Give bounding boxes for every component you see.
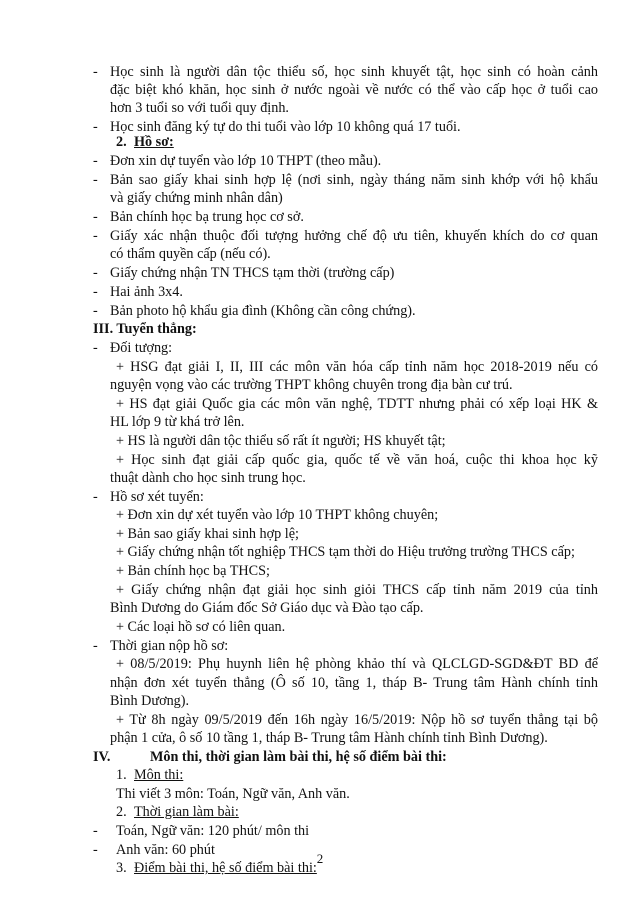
text-line: Hồ sơ xét tuyển: [110, 489, 204, 505]
bullet-dash: - [93, 209, 98, 225]
bullet-dash: - [93, 340, 98, 356]
bullet-dash: - [93, 303, 98, 319]
text-line: + Từ 8h ngày 09/5/2019 đến 16h ngày 16/5/2019: Nộp hồ sơ tuyển thẳng tại bộ [116, 712, 598, 728]
bullet-dash: - [93, 265, 98, 281]
text-line: Bình Dương). [110, 693, 190, 709]
bullet-dash: - [93, 119, 98, 135]
text-line: + Học sinh đạt giải cấp quốc gia, quốc tế về văn hoá, cuộc thi khoa học kỹ [116, 452, 598, 468]
text-line: Hai ảnh 3x4. [110, 284, 183, 300]
bullet-dash: - [93, 823, 98, 839]
bullet-dash: - [93, 64, 98, 80]
item-number: 2. [116, 804, 127, 820]
section-heading [134, 133, 174, 151]
text-line: + HS là người dân tộc thiểu số rất ít người; HS khuyết tật; [116, 433, 446, 449]
text-line: Đơn xin dự tuyển vào lớp 10 THPT (theo mẫu). [110, 153, 382, 169]
item-number: 3. [116, 860, 127, 876]
text-line: + Giấy chứng nhận đạt giải học sinh giỏi THCS cấp tỉnh năm 2019 của tỉnh [116, 582, 598, 598]
text-line: phận 1 cửa, ô số 10 tầng 1, tháp B- Trung tâm Hành chính tỉnh Bình Dương). [110, 730, 548, 746]
item-number: 1. [116, 767, 127, 783]
text-line: Thời gian nộp hồ sơ: [110, 638, 229, 654]
text-line: Thi viết 3 môn: Toán, Ngữ văn, Anh văn. [116, 786, 350, 802]
section-heading: Môn thi, thời gian làm bài thi, hệ số điểm bài thi: [150, 749, 447, 765]
text-line: Học sinh là người dân tộc thiểu số, học sinh khuyết tật, học sinh có hoàn cảnh [110, 64, 598, 80]
bullet-dash: - [93, 489, 98, 505]
underlined-heading: Thời gian làm bài: [134, 804, 239, 820]
text-line: hơn 3 tuổi so với tuổi quy định. [110, 100, 289, 116]
bullet-dash: - [93, 842, 98, 858]
item-number: IV. [93, 749, 111, 765]
text-line: + Bản sao giấy khai sinh hợp lệ; [116, 526, 299, 542]
text-line: Bản photo hộ khẩu gia đình (Không cần công chứng). [110, 303, 416, 319]
bullet-dash: - [93, 638, 98, 654]
text-line [134, 803, 239, 821]
section-heading: III. Tuyển thẳng: [93, 321, 197, 337]
bullet-dash: - [93, 228, 98, 244]
text-line [134, 766, 183, 784]
text-line: đặc biệt khó khăn, học sinh ở nước ngoài về nước có thể vào cấp học ở tuổi cao [110, 82, 598, 98]
text-line: Đối tượng: [110, 340, 173, 356]
underlined-heading: Hồ sơ: [134, 134, 174, 150]
bullet-dash: - [93, 284, 98, 300]
text-line: Giấy chứng nhận TN THCS tạm thời (trường cấp) [110, 265, 395, 281]
bullet-dash: - [93, 172, 98, 188]
text-line: thuật dành cho học sinh trung học. [110, 470, 306, 486]
text-line: + Giấy chứng nhận tốt nghiệp THCS tạm thời do Hiệu trưởng trường THCS cấp; [116, 544, 575, 560]
underlined-heading: Môn thi: [134, 767, 184, 783]
text-line: + Đơn xin dự xét tuyển vào lớp 10 THPT không chuyên; [116, 507, 439, 523]
text-line: Toán, Ngữ văn: 120 phút/ môn thi [116, 823, 310, 839]
text-line: nhận đơn xét tuyển thẳng (Ô số 10, tầng 1, tháp B- Trung tâm Hành chính tỉnh [110, 675, 598, 691]
text-line: + 08/5/2019: Phụ huynh liên hệ phòng khảo thí và QLCLGD-SGD&ĐT BD để [116, 656, 598, 672]
text-line: nguyện vọng vào các trường THPT không chuyên trong địa bàn cư trú. [110, 377, 513, 393]
text-line: Bản chính học bạ trung học cơ sở. [110, 209, 304, 225]
text-line: + HS đạt giải Quốc gia các môn văn nghệ, TDTT nhưng phải có xếp loại HK & [116, 396, 598, 412]
text-line: + Bản chính học bạ THCS; [116, 563, 270, 579]
text-line: và giấy chứng minh nhân dân) [110, 190, 283, 206]
text-line: + Các loại hồ sơ có liên quan. [116, 619, 286, 635]
text-line: Bản sao giấy khai sinh hợp lệ (nơi sinh, ngày tháng năm sinh khớp với hộ khẩu [110, 172, 598, 188]
underlined-heading: Điểm bài thi, hệ số điểm bài thi: [134, 860, 317, 876]
text-line: Giấy xác nhận thuộc đối tượng hưởng chế độ ưu tiên, khuyến khích do cơ quan [110, 228, 598, 244]
text-line: + HSG đạt giải I, II, III các môn văn hóa cấp tỉnh năm học 2018-2019 nếu có [116, 359, 598, 375]
text-line: Bình Dương do Giám đốc Sở Giáo dục và Đào tạo cấp. [110, 600, 424, 616]
text-line: có thẩm quyền cấp (nếu có). [110, 246, 271, 262]
page-number: 2 [316, 851, 324, 866]
text-line: Học sinh đăng ký tự do thi tuổi vào lớp 10 không quá 17 tuổi. [110, 119, 461, 135]
item-number: 2. [116, 134, 127, 150]
text-line: Anh văn: 60 phút [116, 842, 215, 858]
text-line: HL lớp 9 từ khá trở lên. [110, 414, 245, 430]
bullet-dash: - [93, 153, 98, 169]
